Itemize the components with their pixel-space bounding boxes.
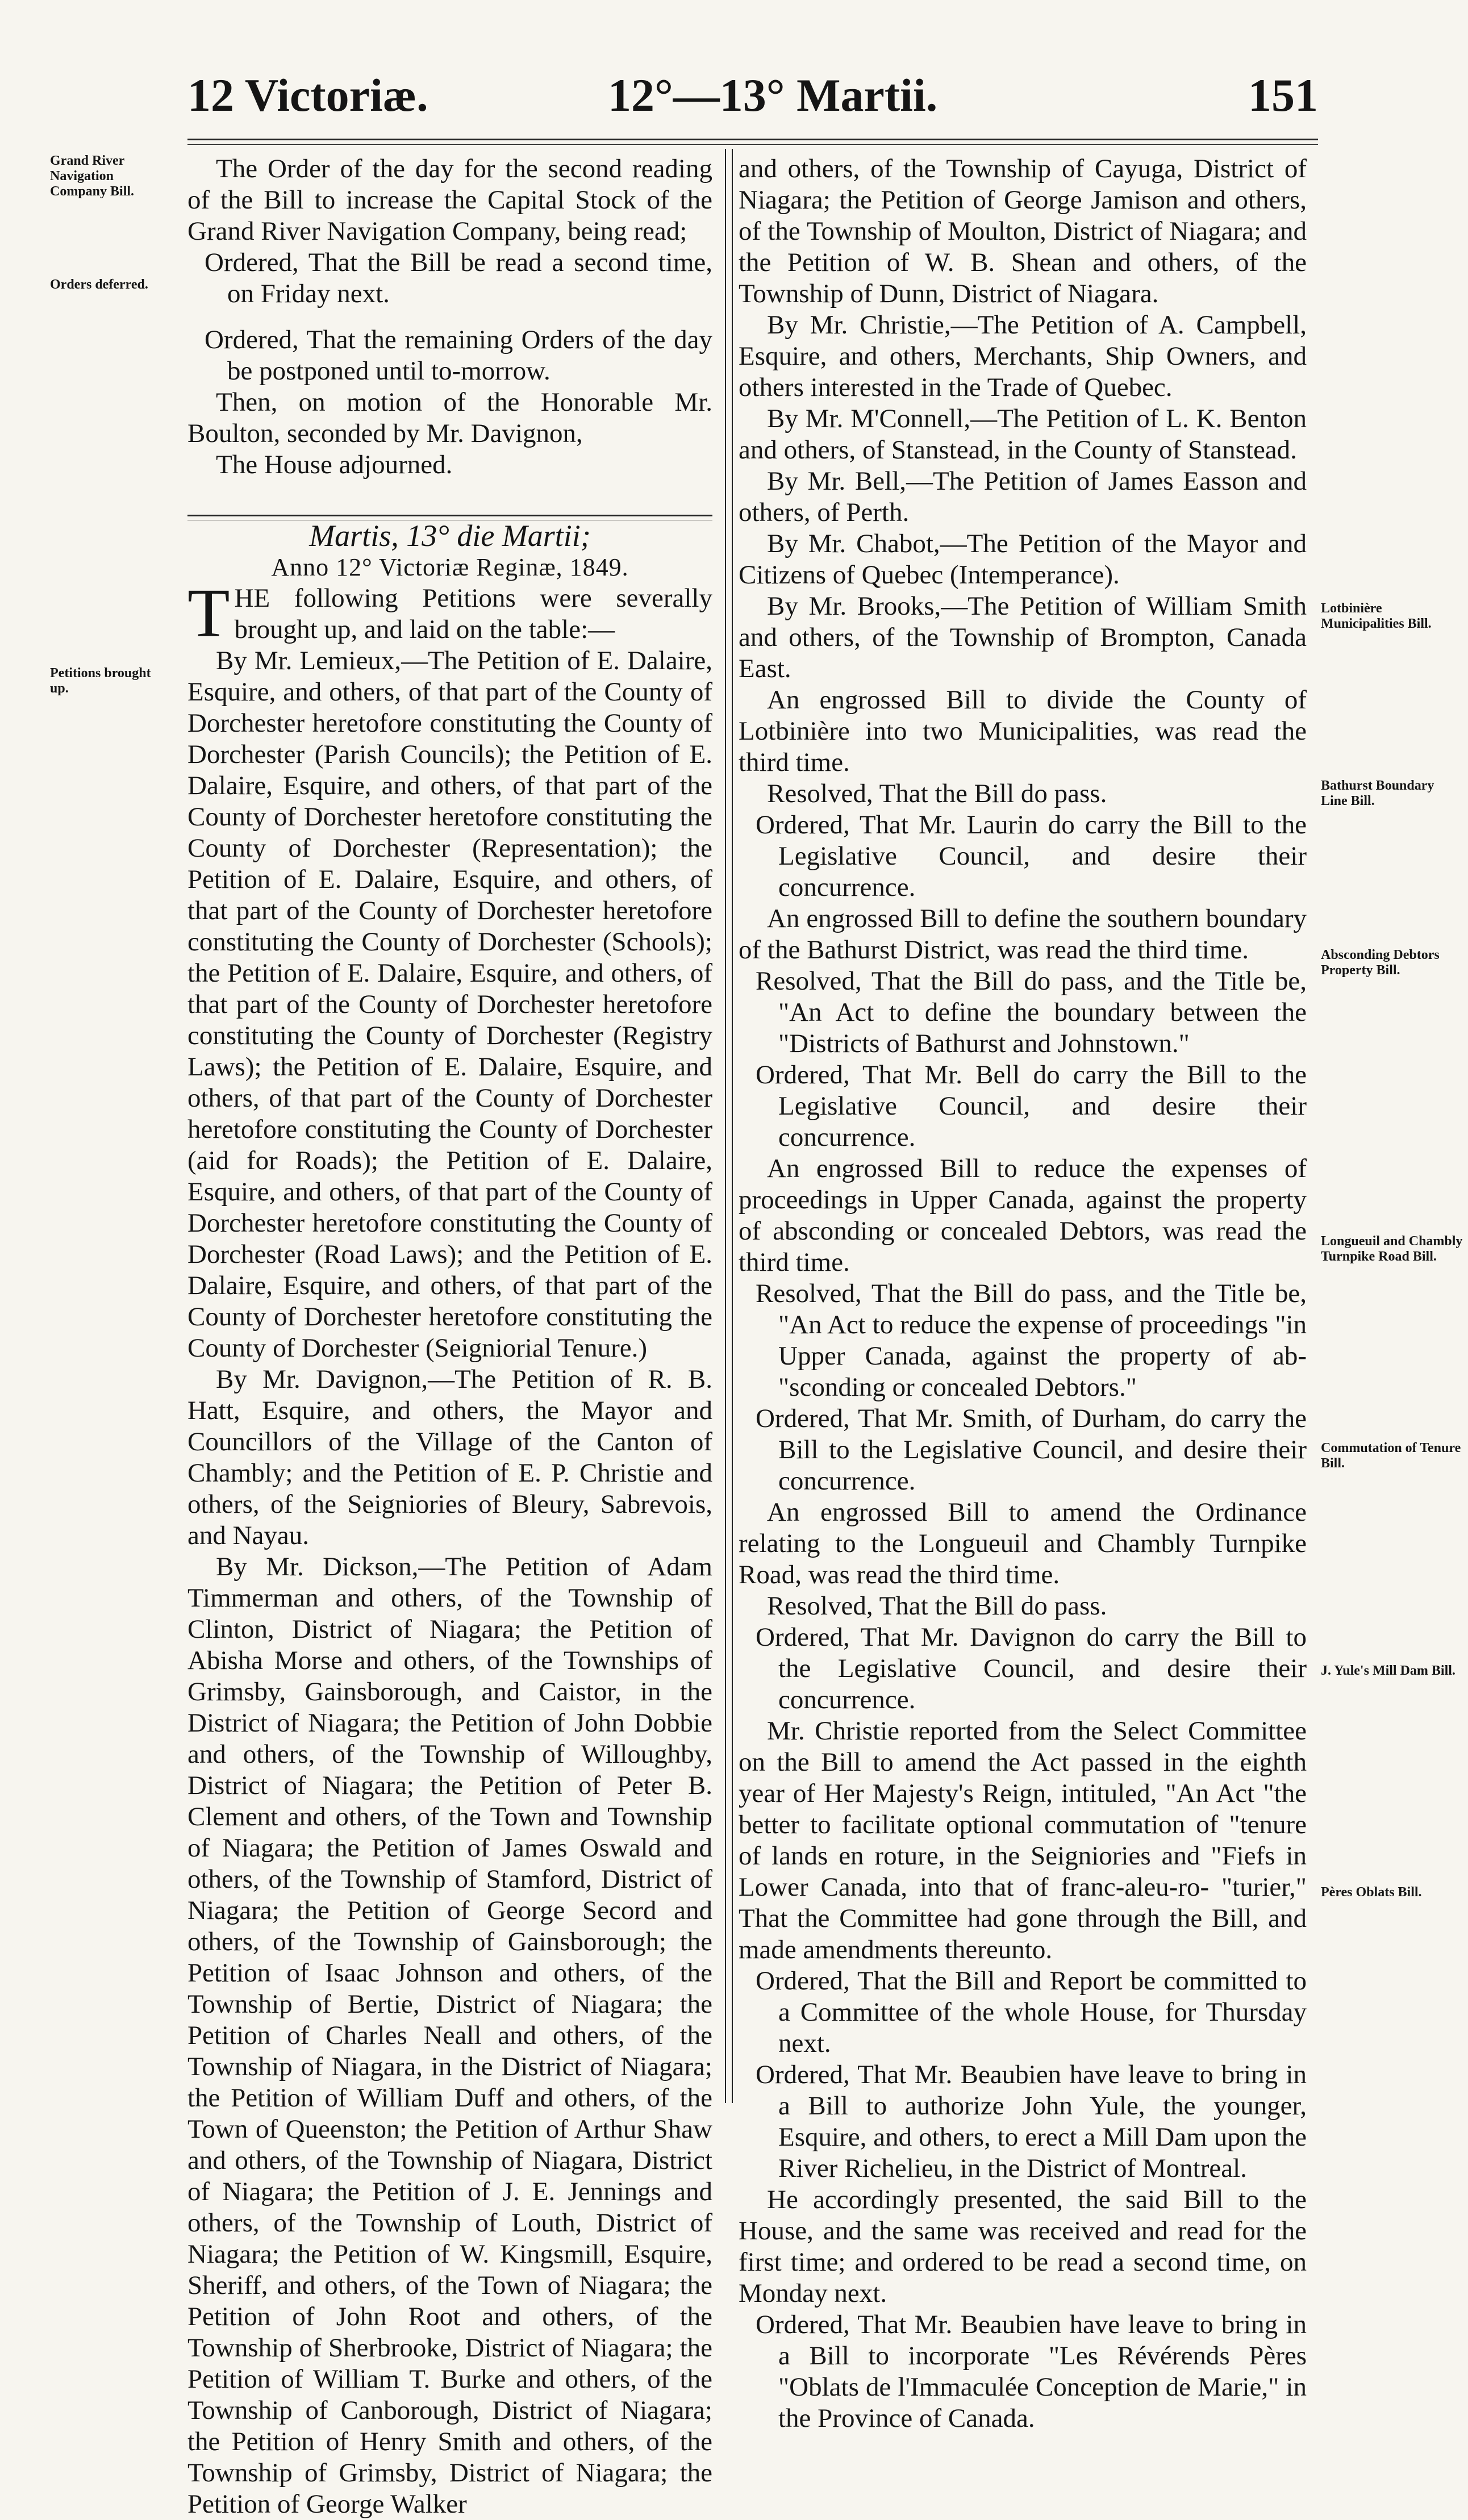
paragraph: Ordered, That Mr. Smith, of Durham, do carry the Bill to the Legislative Council, and desire their concurrence.	[756, 1404, 1307, 1496]
paragraph: An engrossed Bill to define the southern boundary of the Bathurst District, was read the third time.	[739, 904, 1307, 965]
right-column	[739, 153, 1307, 2434]
paragraph: The Order of the day for the second reading of the Bill to increase the Capital Stock of the Grand River Navigation Company, being read;	[187, 154, 712, 246]
margin-note-yule: J. Yule's Mill Dam Bill.	[1321, 1663, 1456, 1678]
paragraph: An engrossed Bill to reduce the expenses of proceedings in Upper Canada, against the property of absconding or concealed Debtors, was read the third time.	[739, 1154, 1307, 1277]
paragraph: Resolved, That the Bill do pass, and the Title be, "An Act to define the boundary between the "Districts of Bathurst and Johnstown."	[756, 966, 1307, 1058]
paragraph: Ordered, That Mr. Beaubien have leave to bring in a Bill to incorporate "Les Révérends Pères "Oblats de l'Immaculée Conception de Marie," in the Province of Canada.	[756, 2310, 1307, 2433]
paragraph: By Mr. Lemieux,—The Petition of E. Dalaire, Esquire, and others, of that part of the County of Dorchester heretofore constituting the County of Dorchester (Parish Councils); the Petition of E. Dalaire, Esquire, and others, of that part of the County of Dorchester heretofore constituting the County of Dorchester (Representation); the Petition of E. Dalaire, Esquire, and others, of that part of the County of Dorchester heretofore constituting the County of Dorchester (Schools); the Petition of E. Dalaire, Esquire, and others, of that part of the County of Dorchester heretofore constituting the County of Dorchester (Registry Laws); the Petition of E. Dalaire, Esquire, and others, of that part of the County of Dorchester heretofore constituting the County of Dorchester (aid for Roads); the Petition of E. Dalaire, Esquire, and others, of that part of the County of Dorchester heretofore constituting the County of Dorchester (Road Laws); and the Petition of E. Dalaire, Esquire, and others, of that part of the County of Dorchester heretofore constituting the County of Dorchester (Seigniorial Tenure.)	[187, 646, 712, 1363]
header-date: 12°—13° Martii.	[608, 69, 938, 121]
paragraph: Ordered, That Mr. Bell do carry the Bill to the Legislative Council, and desire their concurrence.	[756, 1060, 1307, 1152]
paragraph: By Mr. M'Connell,—The Petition of L. K. Benton and others, of Stanstead, in the County of Stanstead.	[739, 404, 1307, 465]
margin-note-orders-deferred: Orders deferred.	[50, 277, 148, 292]
paragraph: He accordingly presented, the said Bill to the House, and the same was received and read for the first time; and ordered to be read a second time, on Monday next.	[739, 2185, 1307, 2308]
paragraph: By Mr. Brooks,—The Petition of William Smith and others, of the Township of Brompton, Canada East.	[739, 591, 1307, 683]
margin-note-lotbiniere: Lotbinière Municipalities Bill.	[1321, 601, 1432, 631]
drop-cap: T	[187, 575, 230, 652]
margin-note-petitions: Petitions brought up.	[50, 666, 151, 696]
paragraph: By Mr. Christie,—The Petition of A. Campbell, Esquire, and others, Merchants, Ship Owners, and others interested in the Trade of Quebec.	[739, 310, 1307, 402]
header-regnal-year: 12 Victoriæ.	[187, 69, 428, 121]
paragraph: An engrossed Bill to divide the County of Lotbinière into two Municipalities, was read the third time.	[739, 685, 1307, 777]
header-rule	[187, 139, 1318, 140]
margin-note-peres-oblats: Pères Oblats Bill.	[1321, 1885, 1422, 1900]
header-rule-thin	[187, 144, 1318, 145]
paragraph: Ordered, That Mr. Laurin do carry the Bill to the Legislative Council, and desire their concurrence.	[756, 810, 1307, 902]
paragraph: Then, on motion of the Honorable Mr. Boulton, seconded by Mr. Davignon,	[187, 387, 712, 448]
paragraph: and others, of the Township of Cayuga, District of Niagara; the Petition of George Jamison and others, of the Township of Moulton, District of Niagara; and the Petition of W. B. Shean and others, of the Township of Dunn, District of Niagara.	[739, 154, 1307, 308]
paragraph: Ordered, That Mr. Davignon do carry the Bill to the Legislative Council, and desire their concurrence.	[756, 1622, 1307, 1714]
margin-note-commutation: Commutation of Tenure Bill.	[1321, 1441, 1461, 1471]
column-divider	[725, 149, 733, 2103]
paragraph: By Mr. Dickson,—The Petition of Adam Timmerman and others, of the Township of Clinton, District of Niagara; the Petition of Abisha Morse and others, of the Townships of Grimsby, Gainsborough, and Caistor, in the District of Niagara; the Petition of John Dobbie and others, of the Township of Willoughby, District of Niagara; the Petition of Peter B. Clement and others, of the Town and Township of Niagara; the Petition of James Oswald and others, of the Township of Stamford, District of Niagara; the Petition of George Secord and others, of the Township of Gainsborough; the Petition of Isaac Johnson and others, of the Township of Bertie, District of Niagara; the Petition of Charles Neall and others, of the Township of Niagara, in the District of Niagara; the Petition of William Duff and others, of the Town of Queenston; the Petition of Arthur Shaw and others, of the Township of Niagara, District of Niagara; the Petition of J. E. Jennings and others, of the Township of Louth, District of Niagara; the Petition of W. Kingsmill, Esquire, Sheriff, and others, of the Town of Niagara; the Petition of John Root and others, of the Township of Sherbrooke, District of Niagara; the Petition of William T. Burke and others, of the Township of Canborough, District of Niagara; the Petition of Henry Smith and others, of the Township of Grimsby, District of Niagara; the Petition of George Walker	[187, 1552, 712, 2519]
margin-note-longueuil: Longueuil and Chambly Turnpike Road Bill.	[1321, 1234, 1463, 1264]
left-column	[187, 153, 712, 2520]
paragraph: By Mr. Davignon,—The Petition of R. B. Hatt, Esquire, and others, the Mayor and Councillors of the Village of the Canton of Chambly; and the Petition of E. P. Christie and others, of the Seigniories of Bleury, Sabrevois, and Nayau.	[187, 1365, 712, 1550]
day-heading: Martis, 13° die Martii;	[309, 519, 591, 553]
paragraph: Ordered, That the Bill be read a second time, on Friday next.	[205, 248, 712, 308]
page-number: 151	[1248, 69, 1318, 121]
petitions-intro: HE following Petitions were severally brought up, and laid on the table:—	[234, 583, 712, 644]
paragraph: Mr. Christie reported from the Select Committee on the Bill to amend the Act passed in the eighth year of Her Majesty's Reign, intituled, "An Act "the better to facilitate optional commutation of "tenure of lands en roture, in the Seigniories and "Fiefs in Lower Canada, into that of franc-aleu-ro- "turier," That the Committee had gone through the Bill, and made amendments thereunto.	[739, 1716, 1307, 1964]
paragraph: An engrossed Bill to amend the Ordinance relating to the Longueuil and Chambly Turnpike Road, was read the third time.	[739, 1497, 1307, 1589]
anno-line: Anno 12° Victoriæ Reginæ, 1849.	[271, 553, 629, 581]
paragraph: Ordered, That Mr. Beaubien have leave to bring in a Bill to authorize John Yule, the younger, Esquire, and others, to erect a Mill Dam upon the River Richelieu, in the District of Montreal.	[756, 2060, 1307, 2183]
paragraph	[187, 575, 712, 652]
margin-note-absconding: Absconding Debtors Property Bill.	[1321, 948, 1440, 978]
margin-note-grand-river: Grand River Navigation Company Bill.	[50, 153, 135, 199]
margin-note-bathurst: Bathurst Boundary Line Bill.	[1321, 778, 1434, 808]
paragraph: Resolved, That the Bill do pass.	[767, 779, 1107, 808]
paragraph: Resolved, That the Bill do pass.	[767, 1591, 1107, 1621]
paragraph: By Mr. Bell,—The Petition of James Easson and others, of Perth.	[739, 466, 1307, 527]
page-header	[187, 67, 1318, 130]
paragraph: By Mr. Chabot,—The Petition of the Mayor and Citizens of Quebec (Intemperance).	[739, 529, 1307, 590]
paragraph: Resolved, That the Bill do pass, and the Title be, "An Act to reduce the expense of proceedings "in Upper Canada, against the property of ab- "sconding or concealed Debtors."	[756, 1279, 1307, 1402]
paragraph: Ordered, That the remaining Orders of the day be postponed until to-morrow.	[205, 325, 712, 386]
paragraph: The House adjourned.	[216, 450, 453, 479]
paragraph: Ordered, That the Bill and Report be committed to a Committee of the whole House, for Thursday next.	[756, 1966, 1307, 2058]
